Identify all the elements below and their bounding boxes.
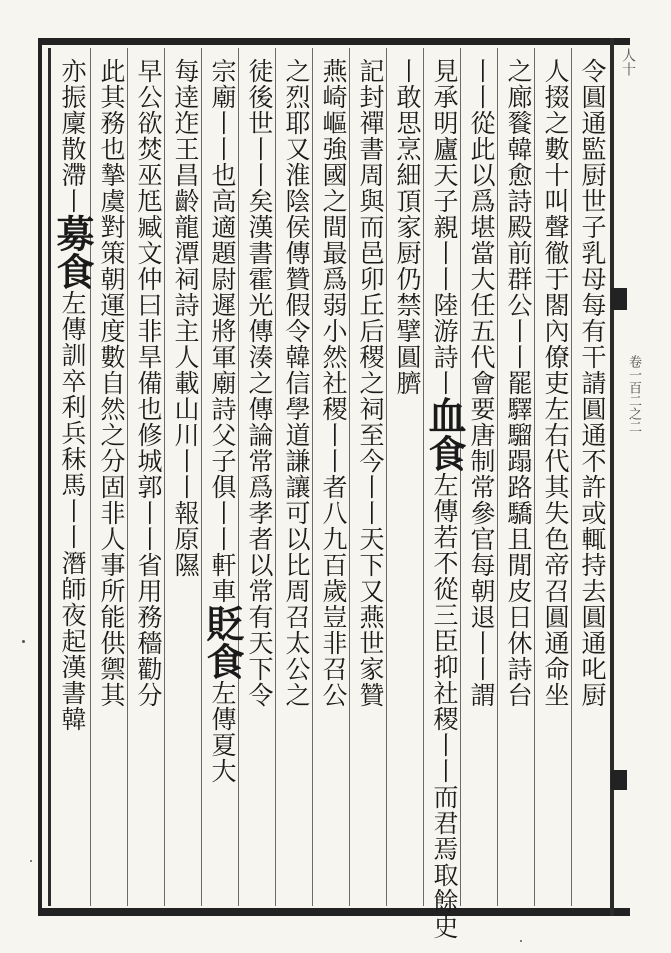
text-column-5-body: 見承明廬天子親丨丨陸游詩丨 [430, 58, 459, 396]
text-column-13: 早公欲焚巫尪臧文仲曰非旱備也修城郭丨丨省用務穡勸分 [134, 58, 163, 708]
note-mu-shi: 左傳訓卒利兵秣馬丨丨潛師夜起漢書韓 [58, 290, 87, 732]
text-column-4: 丨丨從此以爲堪當大任五代會要唐制常參官每朝退丨丨謂 [467, 58, 496, 708]
fore-edge-volume-mark: 卷一百二之二 [626, 355, 641, 433]
ink-speck [520, 940, 522, 942]
text-column-6-body: 丨敢思烹細頂家厨仍禁擘圓臍 [393, 58, 422, 396]
text-column-1: 令圓通監厨世子乳母每有干請圓通不許或輒持去圓通叱厨 [578, 58, 607, 708]
text-column-12: 每逹迮王昌齡龍潭祠詩主人載山川丨丨報原隰 [171, 58, 200, 578]
ink-speck [22, 640, 25, 643]
note-bian-shi: 左傳夏大 [208, 680, 237, 784]
text-column-2: 人掇之數十叫聲徹于閤內僚吏左右代其失色帝召圓通命坐 [541, 58, 570, 708]
note-xue-shi: 左傳若不從三臣抑社稷丨丨而君焉取餘史 [430, 472, 459, 940]
text-column-9: 之烈耶又淮陰侯傳贊假令韓信學道謙讓可以比周召太公之 [282, 58, 311, 708]
heading-bian-shi: 貶食 [200, 604, 245, 680]
text-column-11 [200, 58, 245, 904]
column-rule [90, 48, 91, 906]
fore-edge-fishtail-lower [611, 770, 627, 790]
text-column-6 [390, 58, 424, 904]
text-column-15 [50, 58, 95, 904]
ink-speck [30, 860, 32, 862]
heading-xue-shi: 血食 [422, 396, 467, 472]
text-column-5 [422, 58, 467, 940]
inner-left-rule [48, 48, 51, 906]
text-column-14: 此其務也摯虞對策朝運度數自然之分固非人事所能供禦其 [97, 58, 126, 708]
fore-edge-top-mark: 人十 [620, 48, 636, 76]
text-column-3: 之廊餮韓愈詩殿前群公丨丨罷驛騮蹋路驕且閒皮日休詩台 [504, 58, 533, 708]
text-column-15-body: 亦振廩散滯丨 [58, 58, 87, 214]
text-column-11-body: 宗廟丨丨也高適題尉遲將軍廟詩父子俱丨丨軒車 [208, 58, 237, 604]
text-column-7: 記封禪書周與而邑卯丘后稷之祠至今丨丨天下又燕世家贊 [356, 58, 385, 708]
heading-mu-shi: 募食 [50, 214, 95, 290]
text-column-10: 徒後世丨丨矣漢書霍光傳湊之傳論常爲孝者以常有天下令 [245, 58, 274, 708]
fore-edge-fishtail-upper [611, 288, 627, 310]
text-column-8: 燕崎嶇強國之間最爲弱小然社稷丨丨者八九百歲豈非召公 [319, 58, 348, 708]
